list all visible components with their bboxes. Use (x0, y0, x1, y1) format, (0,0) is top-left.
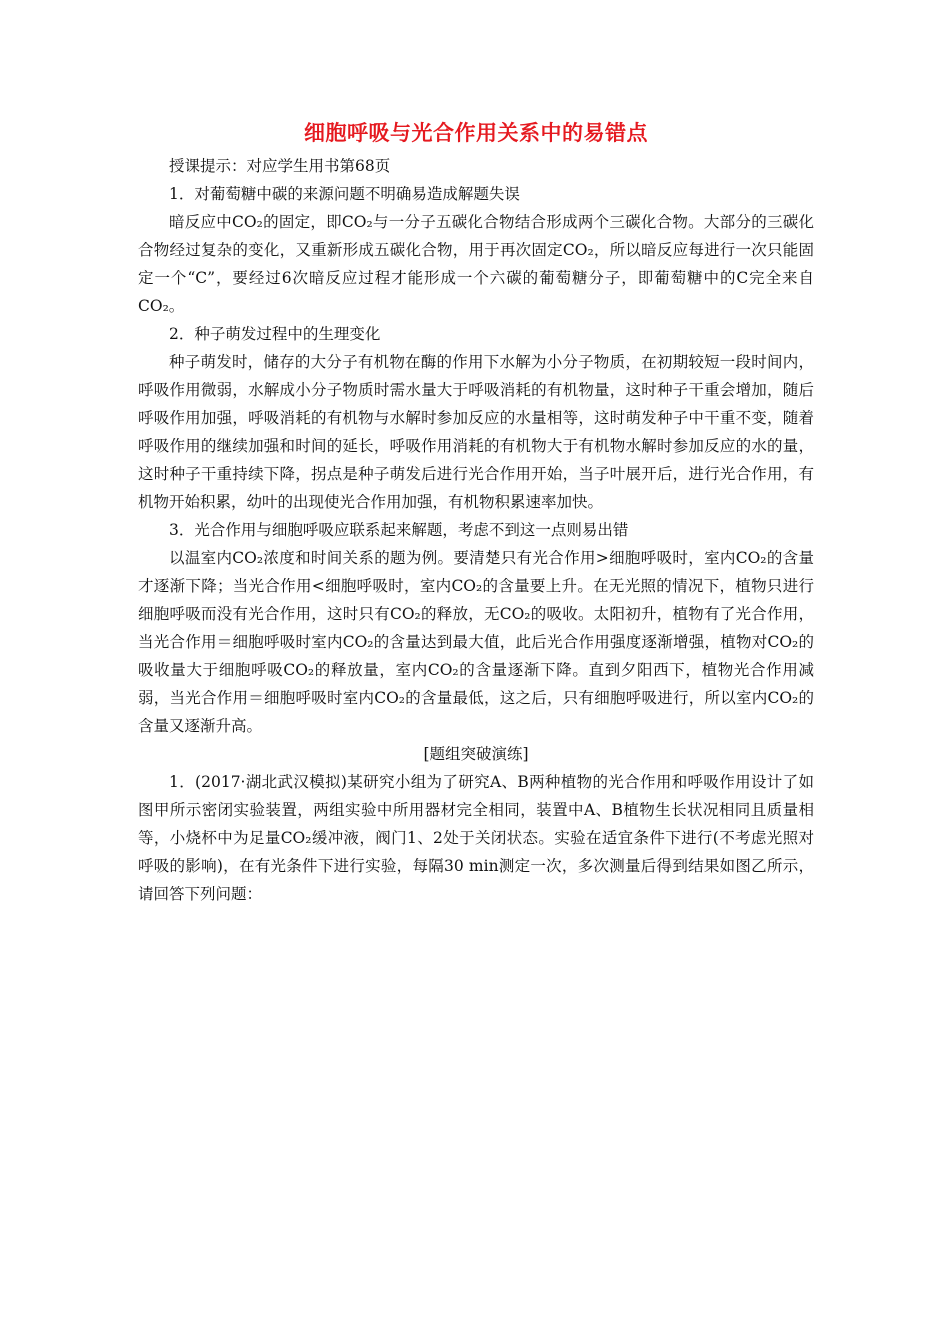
lesson-hint: 授课提示：对应学生用书第68页 (169, 157, 391, 175)
practice-heading: [题组突破演练] (423, 745, 529, 763)
section-2-body: 种子萌发时，储存的大分子有机物在酶的作用下水解为小分子物质，在初期较短一段时间内，呼吸作用微弱，水解成小分子物质时需水量大于呼吸消耗的有机物量，这时种子干重会增加，随后呼吸作用加强，呼吸消耗的有机物与水解时参加反应的水量相等，这时萌发种子中干重不变，随着呼吸作用的继续加强和时间的延长，呼吸作用消耗的有机物大于有机物水解时参加反应的水的量，这时种子干重持续下降，拐点是种子萌发后进行光合作用开始，当子叶展开后，进行光合作用，有机物开始积累，幼叶的出现使光合作用加强，有机物积累速率加快。 (138, 353, 814, 511)
section-1-heading: 1．对葡萄糖中碳的来源问题不明确易造成解题失误 (169, 185, 520, 203)
section-3-body: 以温室内CO₂浓度和时间关系的题为例。要清楚只有光合作用>细胞呼吸时，室内CO₂的含量才逐渐下降；当光合作用<细胞呼吸时，室内CO₂的含量要上升。在无光照的情况下，植物只进行细胞呼吸而没有光合作用，这时只有CO₂的释放，无CO₂的吸收。太阳初升，植物有了光合作用，当光合作用＝细胞呼吸时室内CO₂的含量达到最大值，此后光合作用强度逐渐增强，植物对CO₂的吸收量大于细胞呼吸CO₂的释放量，室内CO₂的含量逐渐下降。直到夕阳西下，植物光合作用减弱，当光合作用＝细胞呼吸时室内CO₂的含量最低，这之后，只有细胞呼吸进行，所以室内CO₂的含量又逐渐升高。 (138, 549, 814, 735)
section-1-body: 暗反应中CO₂的固定，即CO₂与一分子五碳化合物结合形成两个三碳化合物。大部分的三碳化合物经过复杂的变化，又重新形成五碳化合物，用于再次固定CO₂，所以暗反应每进行一次只能固定一个“C”，要经过6次暗反应过程才能形成一个六碳的葡萄糖分子，即葡萄糖中的C完全来自CO₂。 (138, 213, 814, 315)
page-title: 细胞呼吸与光合作用关系中的易错点 (304, 121, 648, 145)
question-1: 1．(2017·湖北武汉模拟)某研究小组为了研究A、B两种植物的光合作用和呼吸作用设计了如图甲所示密闭实验装置，两组实验中所用器材完全相同，装置中A、B植物生长状况相同且质量相等，小烧杯中为足量CO₂缓冲液，阀门1、2处于关闭状态。实验在适宜条件下进行(不考虑光照对呼吸的影响)，在有光条件下进行实验，每隔30 min测定一次，多次测量后得到结果如图乙所示，请回答下列问题： (138, 773, 814, 903)
section-2-heading: 2．种子萌发过程中的生理变化 (169, 325, 381, 343)
section-3-heading: 3．光合作用与细胞呼吸应联系起来解题，考虑不到这一点则易出错 (169, 521, 629, 539)
